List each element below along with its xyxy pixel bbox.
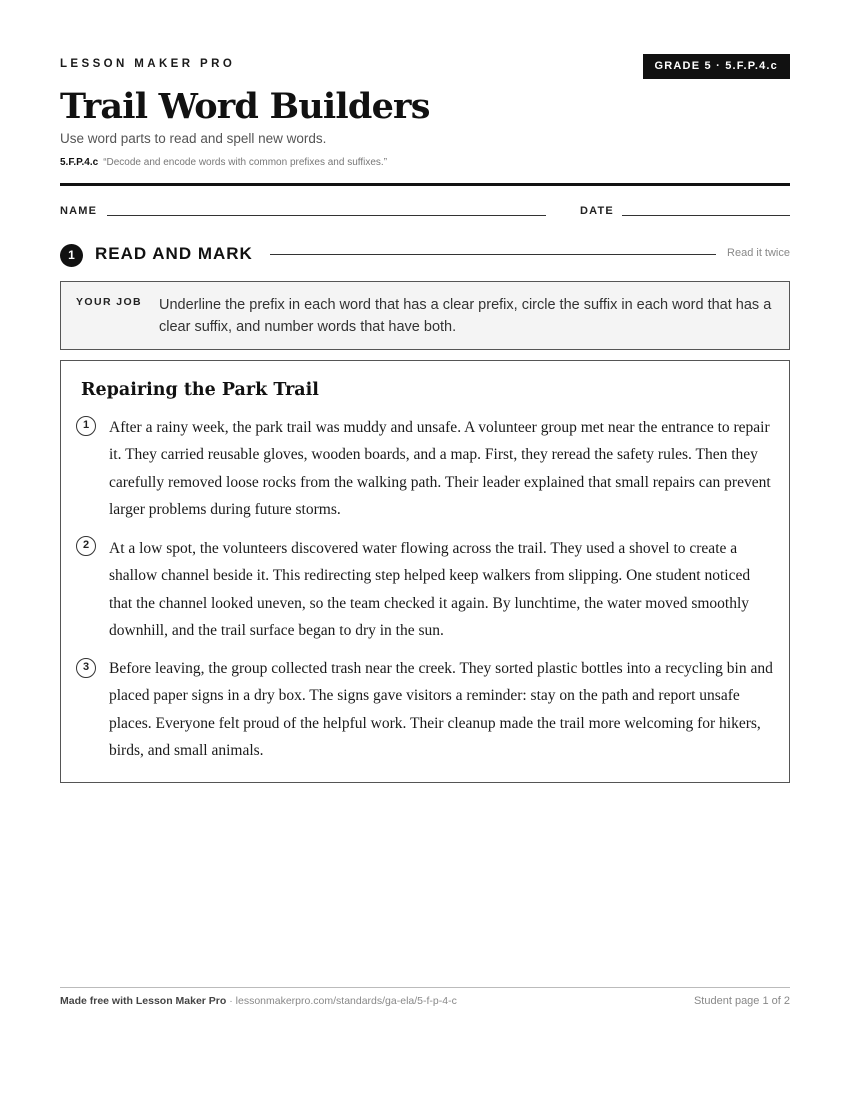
- paragraph-text: After a rainy week, the park trail was muddy and unsafe. A volunteer group met near the entrance to repair it. They carried reusable gloves, wooden boards, and a map. First, they reread the safety rules. Then they carefully removed loose rocks from the walking path. Their leader explained that small repairs can prevent larger problems during future storms.: [109, 419, 771, 518]
- instructions-text: Underline the prefix in each word that has a clear prefix, circle the suffix in each word that has a clear suffix, and number words that have both.: [159, 297, 772, 335]
- footer-made-with: Made free with Lesson Maker Pro: [60, 995, 227, 1007]
- footer-credit: Made free with Lesson Maker Pro · lessonmakerpro.com/standards/ga-ela/5-f-p-4-c: [60, 995, 457, 1007]
- page-title: Trail Word Builders: [60, 86, 430, 127]
- section-divider: [270, 254, 716, 255]
- brand-name: LESSON MAKER PRO: [60, 58, 236, 70]
- name-line[interactable]: [107, 215, 546, 216]
- instructions-box: [60, 281, 790, 350]
- section-header: [60, 243, 790, 267]
- date-line[interactable]: [622, 215, 790, 216]
- footer-divider: [60, 987, 790, 988]
- paragraph-number: 2: [76, 536, 96, 556]
- paragraph-text: At a low spot, the volunteers discovered water flowing across the trail. They used a shovel to create a shallow channel beside it. This redirecting step helped keep walkers from slipping. One student noticed that the channel looked uneven, so the team checked it again. By lunchtime, the water moved smoothly downhill, and the trail surface began to dry in the sun.: [109, 540, 751, 639]
- section-title: READ AND MARK: [95, 244, 253, 263]
- section-number-badge: 1: [60, 244, 83, 267]
- passage-title: Repairing the Park Trail: [81, 380, 319, 400]
- standard-text: “Decode and encode words with common prefixes and suffixes.”: [103, 157, 388, 168]
- standard-line: [60, 157, 387, 168]
- standard-code: 5.F.P.4.c: [60, 157, 99, 168]
- footer-url[interactable]: lessonmakerpro.com/standards/ga-ela/5-f-p-4-c: [235, 995, 457, 1007]
- header-divider: [60, 183, 790, 186]
- section-note: Read it twice: [727, 247, 790, 259]
- grade-badge: GRADE 5 · 5.F.P.4.c: [643, 54, 790, 79]
- paragraph-number: 3: [76, 658, 96, 678]
- footer-page-number: Student page 1 of 2: [693, 995, 790, 1007]
- paragraph-text: Before leaving, the group collected trash near the creek. They sorted plastic bottles into a recycling bin and placed paper signs in a dry box. The signs gave visitors a reminder: stay on the path and report unsafe places. Everyone felt proud of the helpful work. Their cleanup made the trail more welcoming for hikers, birds, and small animals.: [109, 660, 773, 759]
- page-subtitle: Use word parts to read and spell new words.: [60, 131, 327, 146]
- passage-box: [60, 360, 790, 783]
- name-label: NAME: [60, 205, 98, 217]
- instructions-label: YOUR JOB: [76, 296, 143, 308]
- date-label: DATE: [580, 205, 614, 217]
- paragraph-number: 1: [76, 416, 96, 436]
- worksheet-page: [60, 0, 790, 1100]
